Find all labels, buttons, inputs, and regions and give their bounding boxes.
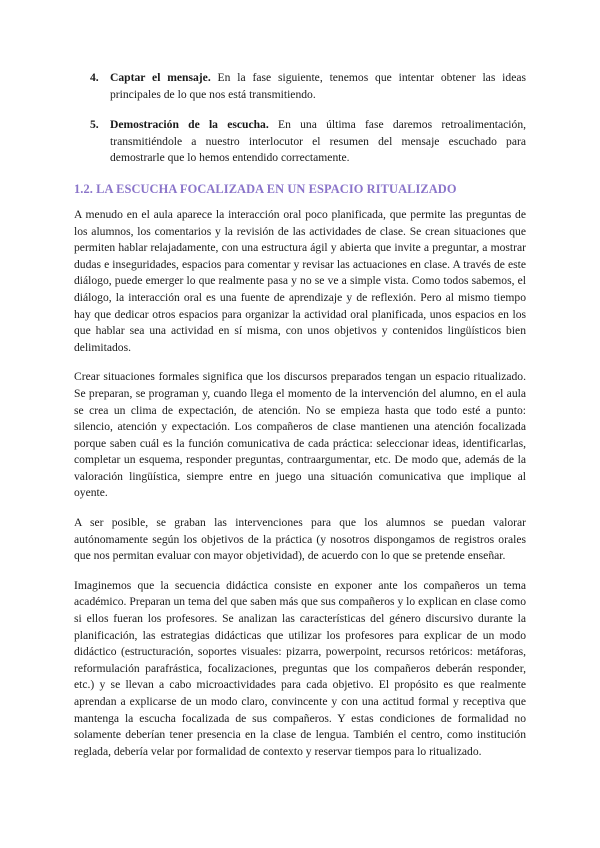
list-term: Captar el mensaje. bbox=[110, 71, 211, 84]
paragraph: A ser posible, se graban las intervenciones para que los alumnos se puedan valorar autónomamente según los objetivos de la práctica (y nosotros dispongamos de registros orales que nos permitan evaluar con mayor objetividad), de acuerdo con lo que se pretende enseñar. bbox=[74, 516, 526, 563]
numbered-list bbox=[74, 70, 526, 167]
list-number: 5. bbox=[90, 118, 99, 132]
document-page bbox=[74, 70, 526, 773]
list-term: Demostración de la escucha. bbox=[110, 118, 269, 132]
paragraph: Crear situaciones formales significa que los discursos preparados tengan un espacio ritualizado. Se preparan, se programan y, cuando llega el momento de la intervención del alumno, en el aula se crea un clima de expectación, de atención. No se empieza hasta que todo esté a punto: silencio, atención y expectación. Los compañeros de clase mantienen una atención focalizada porque saben cuál es la función comunicativa de cada práctica: seleccionar ideas, identificarlas, completar un esquema, responder preguntas, contraargumentar, etc. De modo que, además de la valoración lingüística, siempre entre en juego una situación comunicativa que implique al oyente. bbox=[74, 370, 526, 500]
list-text: En una última fase daremos retroalimentación, transmitiéndole a nuestro interlocutor el resumen del mensaje escuchado para demostrarle que lo hemos entendido correctamente. bbox=[110, 118, 527, 165]
list-number: 4. bbox=[90, 71, 99, 84]
section-heading: 1.2. LA ESCUCHA FOCALIZADA EN UN ESPACIO RITUALIZADO bbox=[74, 181, 457, 196]
list-item-4 bbox=[74, 70, 526, 103]
list-text: En la fase siguiente, tenemos que intentar obtener las ideas principales de lo que nos está transmitiendo. bbox=[110, 71, 526, 101]
list-item-5 bbox=[74, 117, 526, 167]
paragraph: A menudo en el aula aparece la interacción oral poco planificada, que permite las preguntas de los alumnos, los comentarios y la revisión de las actividades de clase. Se crean situaciones que permiten hablar relajadamente, con una estructura ágil y abierta que invite a preguntar, a mostrar dudas e inseguridades, espacios para comentar y revisar las actuaciones en clase. A través de este diálogo, puede emerger lo que realmente pasa y no se ve a simple vista. Como todos sabemos, el diálogo, la interacción oral es una fuente de aprendizaje y de reflexión. Pero al mismo tiempo hay que dedicar otros espacios para organizar la actividad oral planificada, unos espacios en los que hablar sea una actividad en sí misma, con unos objetivos y contenidos lingüísticos bien delimitados. bbox=[74, 207, 526, 354]
paragraph: Imaginemos que la secuencia didáctica consiste en exponer ante los compañeros un tema académico. Preparan un tema del que saben más que sus compañeros y lo explican en clase como si ellos fueran los profesores. Se analizan las características del género discursivo durante la planificación, las estrategias didácticas que utilizar los profesores para explicar de un modo didáctico (estructuración, soportes visuales: pizarra, powerpoint, recursos retóricos: metáforas, reformulación parafrástica, focalizaciones, preguntas que los compañeros deberán responder, etc.) y se llevan a cabo microactividades para cada objetivo. El propósito es que realmente aprendan a explicarse de un modo claro, convincente y con una actitud formal y receptiva que mantenga la escucha focalizada de sus compañeros. Y estas condiciones de formalidad no solamente deberían tener presencia en la clase de lengua. También el centro, como institución reglada, debería velar por formalidad de contexto y reservar tiempos para lo ritualizado. bbox=[74, 578, 526, 758]
